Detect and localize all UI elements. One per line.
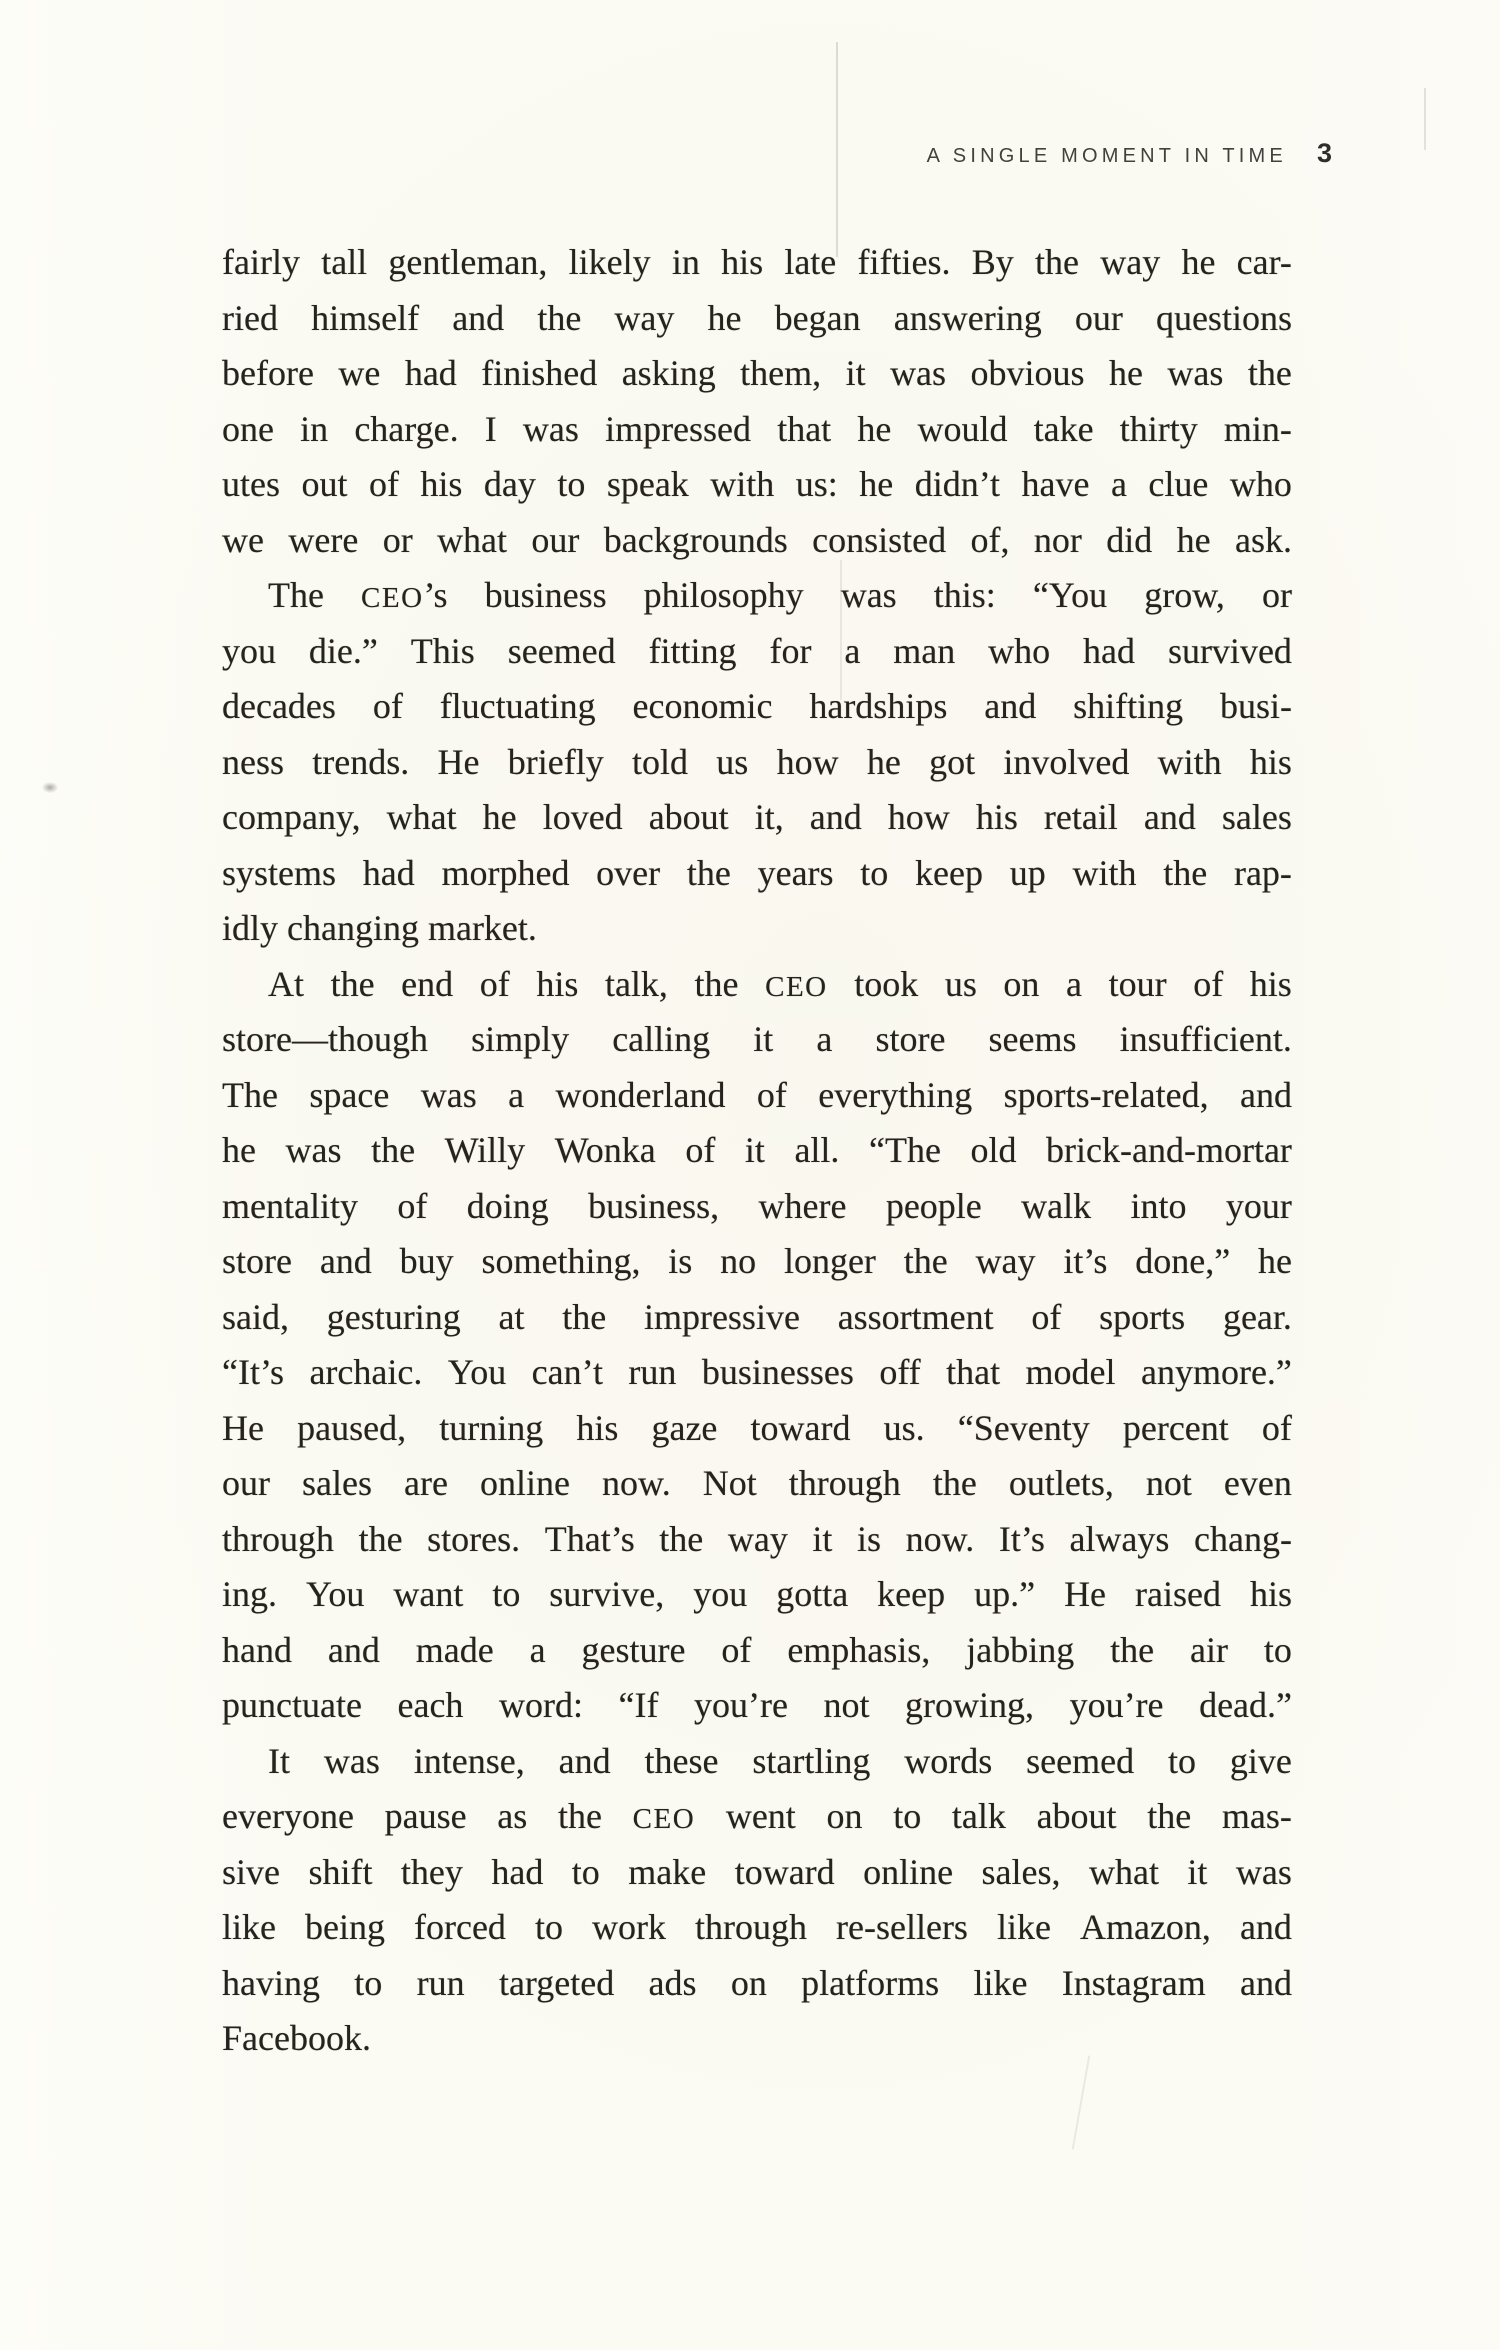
text-line: ness trends. He briefly told us how he got involved with his [222,741,1292,782]
scan-artifact-line [1424,88,1426,150]
text-line: having to run targeted ads on platforms like Instagram and [222,1962,1292,2003]
body-text [222,235,1292,2067]
running-header-title: A SINGLE MOMENT IN TIME [926,145,1287,167]
text-line: before we had finished asking them, it was obvious he was the [222,353,1292,393]
page-number: 3 [1316,138,1332,168]
scan-artifact-line [1072,2056,1090,2150]
text-line: Facebook. [222,2018,371,2058]
text-line: The CEO’s business philosophy was this: “You grow, or [268,575,1292,615]
running-header [0,138,1332,169]
text-line: decades of fluctuating economic hardships and shifting busi- [222,686,1292,726]
text-line: company, what he loved about it, and how his retail and sales [222,797,1292,837]
text-line: mentality of doing business, where people walk into your [222,1185,1292,1226]
text-line: store—though simply calling it a store seems insufficient. [222,1019,1292,1059]
text-line: hand and made a gesture of emphasis, jabbing the air to [222,1629,1292,1670]
text-line: one in charge. I was impressed that he would take thirty min- [222,408,1292,449]
text-line: idly changing market. [222,908,537,948]
text-line: he was the Willy Wonka of it all. “The old brick-and-mortar [222,1130,1292,1170]
scan-artifact-speck [42,782,58,793]
text-line: you die.” This seemed fitting for a man who had survived [222,630,1292,671]
text-line: everyone pause as the CEO went on to talk about the mas- [222,1796,1292,1836]
text-line: said, gesturing at the impressive assortment of sports gear. [222,1296,1292,1337]
text-line: utes out of his day to speak with us: he didn’t have a clue who [222,464,1292,504]
text-line: ried himself and the way he began answering our questions [222,297,1292,338]
text-line: through the stores. That’s the way it is now. It’s always chang- [222,1518,1292,1559]
text-line: ing. You want to survive, you gotta keep up.” He raised his [222,1574,1292,1614]
text-line: It was intense, and these startling words seemed to give [268,1740,1292,1781]
text-line: At the end of his talk, the CEO took us on a tour of his [268,963,1292,1004]
text-line: sive shift they had to make toward online sales, what it was [222,1851,1292,1892]
text-line: systems had morphed over the years to keep up with the rap- [222,852,1292,893]
text-line: we were or what our backgrounds consisted of, nor did he ask. [222,519,1292,560]
text-line: store and buy something, is no longer the way it’s done,” he [222,1241,1292,1281]
text-line: like being forced to work through re-sellers like Amazon, and [222,1907,1292,1947]
text-line: our sales are online now. Not through the outlets, not even [222,1463,1292,1503]
text-line: fairly tall gentleman, likely in his late fifties. By the way he car- [222,242,1292,282]
text-line: He paused, turning his gaze toward us. “Seventy percent of [222,1407,1292,1448]
text-line: The space was a wonderland of everything sports-related, and [222,1074,1292,1115]
text-line: “It’s archaic. You can’t run businesses off that model anymore.” [222,1352,1292,1392]
text-line: punctuate each word: “If you’re not growing, you’re dead.” [222,1685,1292,1725]
